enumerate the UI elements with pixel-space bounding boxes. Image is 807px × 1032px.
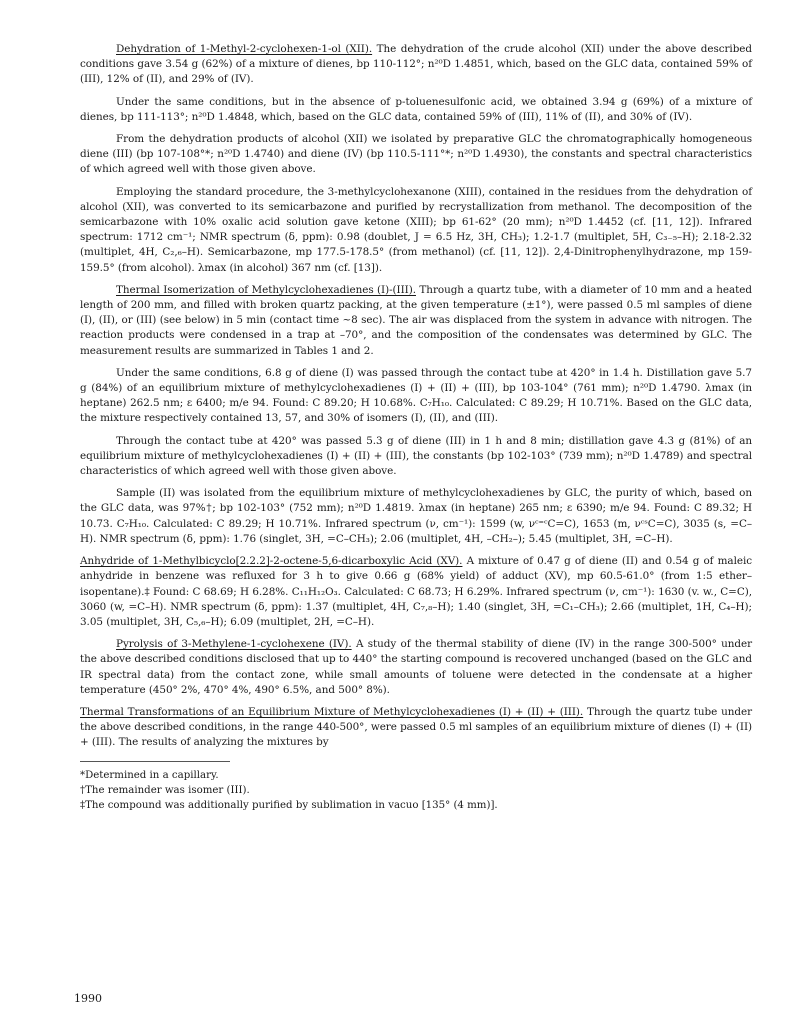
paragraph-text: Employing the standard procedure, the 3-methylcyclohexanone (XIII), contained in the residues from the dehydration of alcohol (XII), was converted to its semicarbazone and purified by recrystallization from methanol. The decomposition of the semicarbazone with 10% oxalic acid solution gave ketone (XIII); bp 61-62° (20 mm); n²⁰D 1.4452 (cf. [11, 12]). Infrared spectrum: 1712 cm⁻¹; NMR spectrum (δ, ppm): 0.98 (doublet, J = 6.5 Hz, 3H, CH₃); 1.2-1.7 (multiplet, 5H, C₃₋₅–H); 2.18-2.32 (multiplet, 4H, C₂,₆–H). Semicarbazone, mp 177.5-178.5° (from methanol) (cf. [11, 12]). 2,4-Dinitrophenylhydrazone, mp 159-159.5° (from alcohol). λmax (in alcohol) 367 nm (cf. [13]). [80,185,752,274]
footnote: †The remainder was isomer (III). [80,784,250,796]
footnote: *Determined in a capillary. [80,769,219,781]
section-heading: Anhydride of 1-Methylbicyclo[2.2.2]-2-octene-5,6-dicarboxylic Acid (XV). [80,555,463,568]
paragraph-thermal-isomerization [80,283,752,359]
paragraph-no-catalyst [80,95,752,125]
page-number: 1990 [74,992,102,1005]
section-heading: Dehydration of 1-Methyl-2-cyclohexen-1-ol (XII). [116,43,373,55]
paragraph-dehydration [80,42,752,88]
footnote-divider [80,761,230,762]
paragraph-text: A mixture of 0.47 g of diene (II) and 0.54 g of maleic anhydride in benzene was refluxed for 3 h to give 0.66 g (68% yield) of adduct (XV), mp 60.5-61.0° (from 1:5 ether–isopentane).‡ Found: C 68.69; H 6.28%. C₁₁H₁₂O₃. Calculated: C 68.73; H 6.29%. Infrared spectrum (ν, cm⁻¹): 1630 (v. w., C=C), 3060 (w, =C–H). NMR spectrum (δ, ppm): 1.37 (multiplet, 4H, C₇,₈–H); 1.40 (singlet, 3H, =C₁–CH₃); 2.66 (multiplet, 1H, C₄–H); 3.05 (multiplet, 3H, C₅,₆–H); 6.09 (multiplet, 2H, =C–H). [80,555,752,628]
paragraph-pyrolysis [80,637,752,698]
document-page [80,42,752,813]
paragraph-diene-i-run [80,366,752,427]
paragraph-text: Through a quartz tube, with a diameter of 10 mm and a heated length of 200 mm, and filled with broken quartz packing, at the given temperature (±1°), were passed 0.5 ml samples of diene (I), (II), or (III) (see below) in 5 min (contact time ~8 sec). The air was displaced from the system in advance with nitrogen. The reaction products were condensed in a trap at –70°, and the composition of the condensates was determined by GLC. The measurement results are summarized in Tables 1 and 2. [80,283,752,357]
paragraph-diene-iii-run [80,434,752,480]
paragraph-isolation [80,132,752,178]
paragraph-text: Under the same conditions, but in the absence of p-toluenesulfonic acid, we obtained 3.94 g (69%) of a mixture of dienes, bp 111-113°; n²⁰D 1.4848, which, based on the GLC data, contained 59% of (III), 11% of (II), and 30% of (IV). [80,95,752,123]
section-heading: Thermal Transformations of an Equilibrium Mixture of Methylcyclohexadienes (I) + (II) + (III). [80,705,584,718]
paragraph-text: Sample (II) was isolated from the equilibrium mixture of methylcyclohexadienes by GLC, the purity of which, based on the GLC data, was 97%†; bp 102-103° (752 mm); n²⁰D 1.4819. λmax (in heptane) 265 nm; ε 6390; m/e 94. Found: C 89.32; H 10.73. C₇H₁₀. Calculated: C 89.29; H 10.71%. Infrared spectrum (ν, cm⁻¹): 1599 (w, νᶜ⁼ᶜC=C), 1653 (m, νᶜˢC=C), 3035 (s, =C–H). NMR spectrum (δ, ppm): 1.76 (singlet, 3H, =C–CH₃); 2.06 (multiplet, 4H, –CH₂–); 5.45 (multiplet, 3H, =C–H). [80,487,752,545]
section-heading: Thermal Isomerization of Methylcyclohexadienes (I)-(III). [116,283,416,296]
paragraph-text: From the dehydration products of alcohol (XII) we isolated by preparative GLC the chromatographically homogeneous diene (III) (bp 107-108°*; n²⁰D 1.4740) and diene (IV) (bp 110.5-111°*; n²⁰D 1.4930), the constants and spectral characteristics of which agreed well with those given above. [80,133,752,176]
paragraph-anhydride [80,554,752,630]
paragraph-thermal-transformations [80,705,752,751]
paragraph-text: The dehydration of the crude alcohol (XII) under the above described conditions gave 3.54 g (62%) of a mixture of dienes, bp 110-112°; n²⁰D 1.4851, which, based on the GLC data, contained 59% of (III), 12% of (II), and 29% of (IV). [80,43,753,86]
paragraph-text: Through the contact tube at 420° was passed 5.3 g of diene (III) in 1 h and 8 min; distillation gave 4.3 g (81%) of an equilibrium mixture of methylcyclohexadienes (I) + (II) + (III), the constants (bp 102-103° (739 mm); n²⁰D 1.4789) and spectral characteristics of which agreed well with those given above. [80,434,752,478]
footnote: ‡The compound was additionally purified by sublimation in vacuo [135° (4 mm)]. [80,799,498,811]
paragraph-sample-ii [80,486,752,547]
paragraph-text: Through the quartz tube under the above described conditions, in the range 440-500°, were passed 0.5 ml samples of an equilibrium mixture of dienes (I) + (II) + (III). The results of analyzing the mixtures by [80,705,752,749]
paragraph-text: Under the same conditions, 6.8 g of diene (I) was passed through the contact tube at 420° in 1.4 h. Distillation gave 5.7 g (84%) of an equilibrium mixture of methylcyclohexadienes (I) + (II) + (III), bp 103-104° (761 mm); n²⁰D 1.4790. λmax (in heptane) 262.5 nm; ε 6400; m/e 94. Found: C 89.20; H 10.68%. C₇H₁₀. Calculated: C 89.29; H 10.71%. Based on the GLC data, the mixture respectively contained 13, 57, and 30% of isomers (I), (II), and (III). [80,366,752,425]
section-heading: Pyrolysis of 3-Methylene-1-cyclohexene (IV). [116,638,352,651]
paragraph-text: A study of the thermal stability of diene (IV) in the range 300-500° under the above described conditions disclosed that up to 440° the starting compound is recovered unchanged (based on the GLC and IR spectral data) from the contact zone, while small amounts of toluene were detected in the condensate at a higher temperature (450° 2%, 470° 4%, 490° 6.5%, and 500° 8%). [80,638,752,696]
paragraph-methylcyclohexanone [80,185,752,276]
